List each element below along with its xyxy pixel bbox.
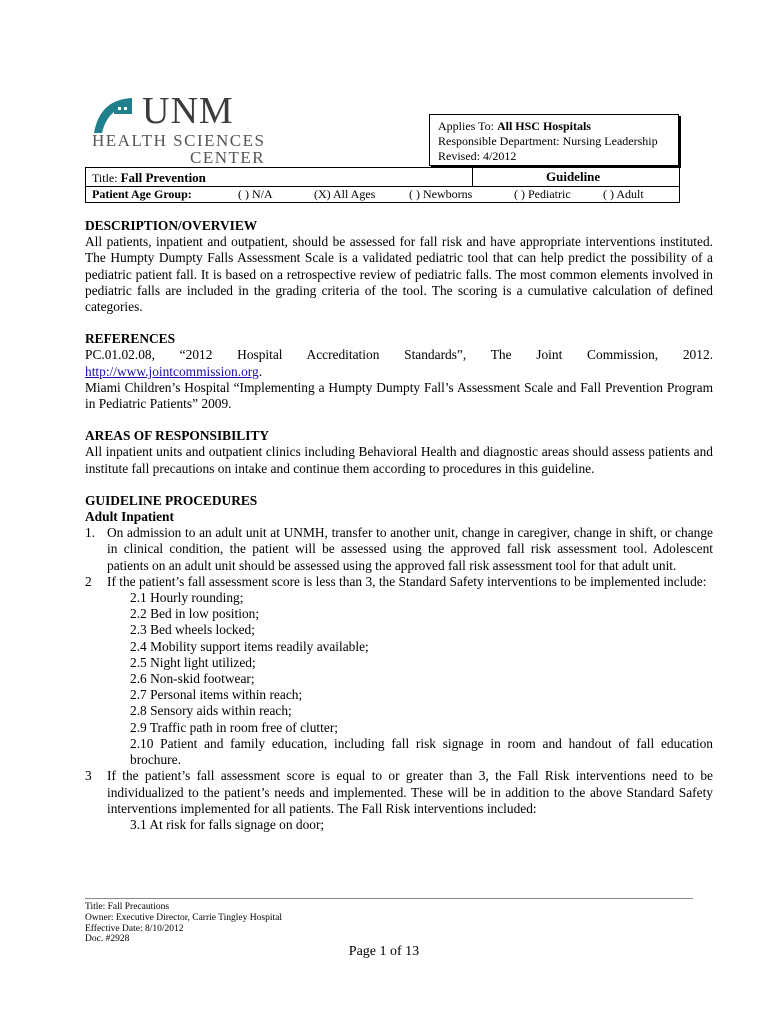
intervention-2-4: 2.4 Mobility support items readily available; bbox=[130, 638, 369, 654]
intervention-2-8: 2.8 Sensory aids within reach; bbox=[130, 703, 292, 719]
intervention-2-10: 2.10 Patient and family education, including fall risk signage in room and handout of fall education brochure. bbox=[130, 735, 713, 768]
procedure-item-1-number: 1. bbox=[85, 525, 96, 541]
reference-1 bbox=[85, 347, 713, 363]
age-option-all-ages: (X) All Ages bbox=[314, 187, 376, 201]
procedure-item-2-text: If the patient’s fall assessment score is less than 3, the Standard Safety interventions to be implemented include: bbox=[107, 573, 707, 589]
department-line: Responsible Department: Nursing Leadership bbox=[438, 134, 658, 148]
age-option-na: ( ) N/A bbox=[238, 187, 273, 201]
applies-to-box bbox=[429, 114, 679, 166]
procedure-item-2 bbox=[85, 574, 713, 590]
procedure-item-2-number: 2 bbox=[85, 573, 92, 589]
title-row bbox=[86, 168, 679, 187]
intervention-2-7: 2.7 Personal items within reach; bbox=[130, 687, 303, 703]
intervention-2-2: 2.2 Bed in low position; bbox=[130, 606, 260, 622]
responsibility-heading: AREAS OF RESPONSIBILITY bbox=[85, 428, 270, 444]
responsibility-text: All inpatient units and outpatient clinics including Behavioral Health and diagnostic areas should assess patients and institute fall precautions on intake and continue them according to procedures in this guideline. bbox=[85, 444, 713, 476]
reference-2: Miami Children’s Hospital “Implementing a Humpty Dumpty Fall’s Assessment Scale and Fall Prevention Program in Pediatric Patients” 2009. bbox=[85, 379, 713, 412]
description-heading: DESCRIPTION/OVERVIEW bbox=[85, 218, 258, 233]
procedure-item-3-number: 3 bbox=[85, 768, 92, 784]
footer-effective-date: Effective Date: 8/10/2012 bbox=[85, 923, 184, 934]
adult-inpatient-heading: Adult Inpatient bbox=[85, 509, 174, 525]
footer bbox=[85, 902, 282, 945]
intervention-2-6: 2.6 Non-skid footwear; bbox=[130, 671, 255, 687]
intervention-2-5: 2.5 Night light utilized; bbox=[130, 654, 256, 670]
applies-to-label: Applies To: bbox=[438, 119, 497, 133]
intervention-3-1: 3.1 At risk for falls signage on door; bbox=[130, 816, 325, 832]
description-text: All patients, inpatient and outpatient, should be assessed for fall risk and have appropriate interventions instituted. The Humpty Dumpty Falls Assessment Scale is a validated pediatric tool that can help predict the possibility of a pediatric patient fall. It is based on a retrospective review of pediatric falls. The most common elements involved in pediatric falls are included in the grading criteria of the tool. The scoring is a cumulative calculation of defined categories. bbox=[85, 234, 713, 315]
age-option-adult: ( ) Adult bbox=[603, 187, 644, 201]
title-value: Fall Prevention bbox=[120, 170, 206, 185]
guideline-label: Guideline bbox=[546, 169, 601, 184]
reference-1-end: . bbox=[258, 363, 263, 379]
age-option-newborns: ( ) Newborns bbox=[409, 187, 473, 201]
age-group-label: Patient Age Group: bbox=[92, 187, 192, 201]
logo-center-text: CENTER bbox=[190, 148, 266, 167]
reference-1-link-line bbox=[85, 364, 713, 380]
title-cell bbox=[92, 170, 206, 186]
applies-to-line bbox=[438, 119, 670, 134]
revised-line: Revised: 4/2012 bbox=[438, 149, 517, 163]
joint-commission-link[interactable]: http://www.jointcommission.org bbox=[85, 363, 259, 379]
unm-hsc-logo bbox=[92, 90, 277, 167]
procedure-item-1 bbox=[85, 525, 713, 574]
reference-1-text: PC.01.02.08, “2012 Hospital Accreditation Standards”, The Joint Commission, 2012. bbox=[85, 347, 713, 363]
applies-to-value: All HSC Hospitals bbox=[496, 119, 591, 133]
age-option-pediatric: ( ) Pediatric bbox=[514, 187, 571, 201]
footer-title: Title: Fall Precautions bbox=[85, 902, 170, 912]
references-heading: REFERENCES bbox=[85, 331, 176, 347]
intervention-2-1: 2.1 Hourly rounding; bbox=[130, 590, 244, 606]
intervention-2-9: 2.9 Traffic path in room free of clutter; bbox=[130, 719, 338, 735]
document-body bbox=[85, 218, 713, 833]
procedure-item-3-text: If the patient’s fall assessment score is equal to or greater than 3, the Fall Risk interventions need to be individualized to the patient’s needs and implemented. These will be in addition to the above Standard Safety interventions implemented for all patients. The Fall Risk interventions included: bbox=[107, 768, 713, 816]
footer-owner: Owner: Executive Director, Carrie Tingley Hospital bbox=[85, 912, 282, 923]
logo-health-sciences-text: HEALTH SCIENCES bbox=[92, 131, 266, 150]
title-label: Title: bbox=[92, 171, 121, 185]
intervention-2-3: 2.3 Bed wheels locked; bbox=[130, 622, 255, 638]
procedure-item-1-text: On admission to an adult unit at UNMH, transfer to another unit, change in caregiver, change in shift, or change in clinical condition, the patient will be assessed using the approved fall risk assessment tool. Adolescent patients on an adult unit should be assessed using the approved fall risk assessment tool for that adult unit. bbox=[107, 525, 713, 573]
page-number: Page 1 of 13 bbox=[348, 944, 420, 959]
footer-divider bbox=[85, 898, 693, 899]
title-table bbox=[85, 167, 680, 203]
age-group-row bbox=[86, 187, 679, 203]
procedures-heading: GUIDELINE PROCEDURES bbox=[85, 492, 258, 508]
footer-doc-number: Doc. #2928 bbox=[85, 934, 130, 945]
title-divider bbox=[472, 168, 473, 186]
unm-building-icon bbox=[92, 95, 144, 135]
procedure-item-3 bbox=[85, 768, 713, 817]
logo-unm-text: UNM bbox=[142, 90, 234, 132]
